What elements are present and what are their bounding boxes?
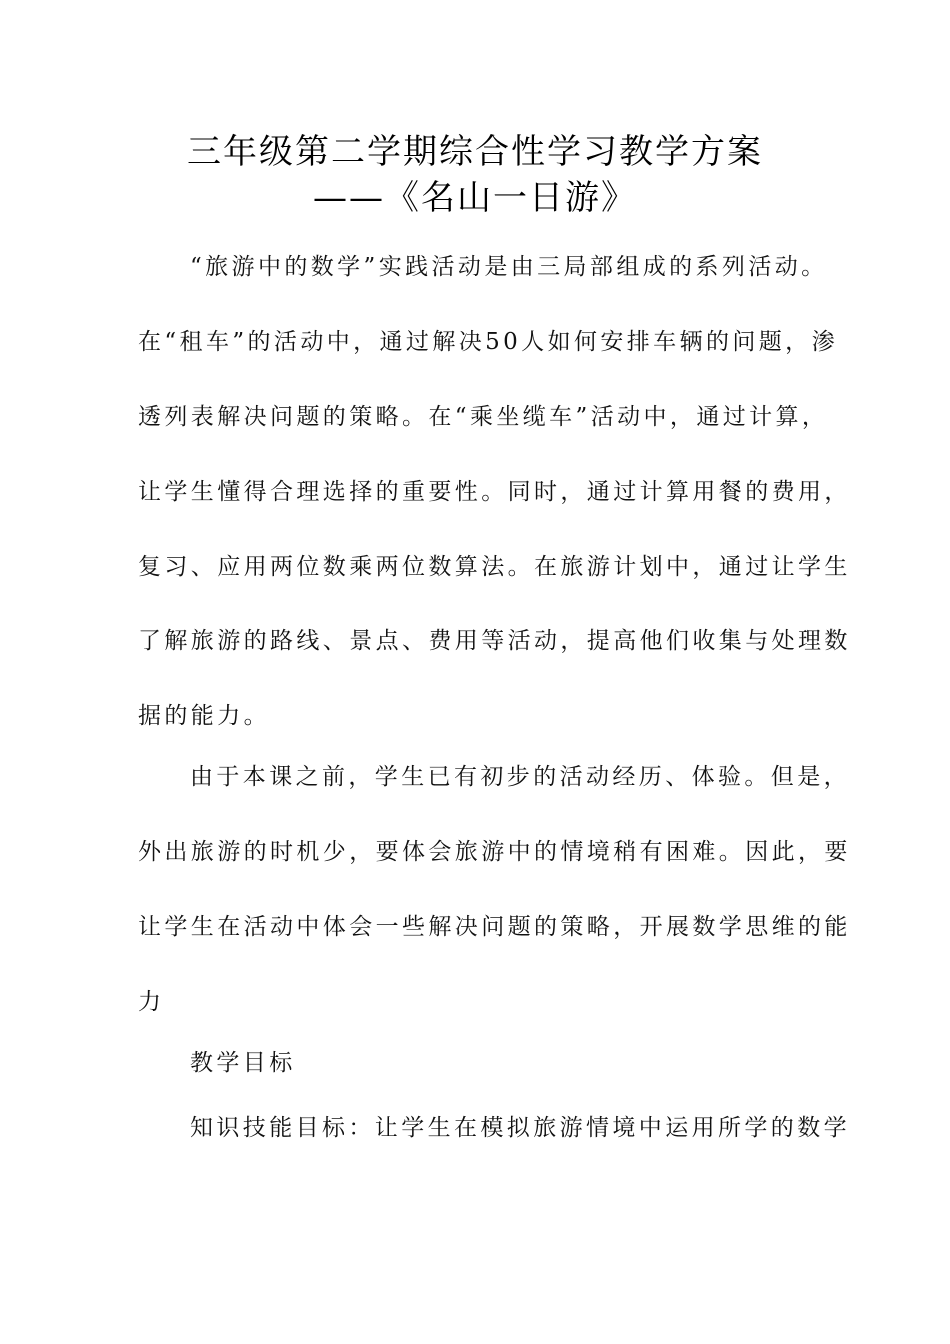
text-line: 由于本课之前，学生已有初步的活动经历、体验。但是， [190, 764, 850, 790]
text-line: 让学生在活动中体会一些解决问题的策略，开展数学思维的能 [138, 914, 851, 940]
text-line: 在“租车”的活动中，通过解决50人如何安排车辆的问题，渗 [138, 329, 838, 355]
text-line: 力 [138, 989, 165, 1015]
text-line: “旅游中的数学”实践活动是由三局部组成的系列活动。 [190, 254, 828, 280]
text-line: 透列表解决问题的策略。在“乘坐缆车”活动中，通过计算， [138, 404, 829, 430]
text-line: 外出旅游的时机少，要体会旅游中的情境稍有困难。因此，要 [138, 839, 851, 865]
text-line: 据的能力。 [138, 703, 270, 729]
text-line: 复习、应用两位数乘两位数算法。在旅游计划中，通过让学生 [138, 554, 851, 580]
text-line: 知识技能目标：让学生在模拟旅游情境中运用所学的数学 [190, 1115, 850, 1141]
document-title: 三年级第二学期综合性学习教学方案 [187, 132, 763, 172]
text-line: 让学生懂得合理选择的重要性。同时，通过计算用餐的费用， [138, 479, 851, 505]
section-heading: 教学目标 [190, 1050, 296, 1076]
text-line: 了解旅游的路线、景点、费用等活动，提高他们收集与处理数 [138, 628, 851, 654]
document-subtitle: ——《名山一日游》 [313, 178, 637, 218]
